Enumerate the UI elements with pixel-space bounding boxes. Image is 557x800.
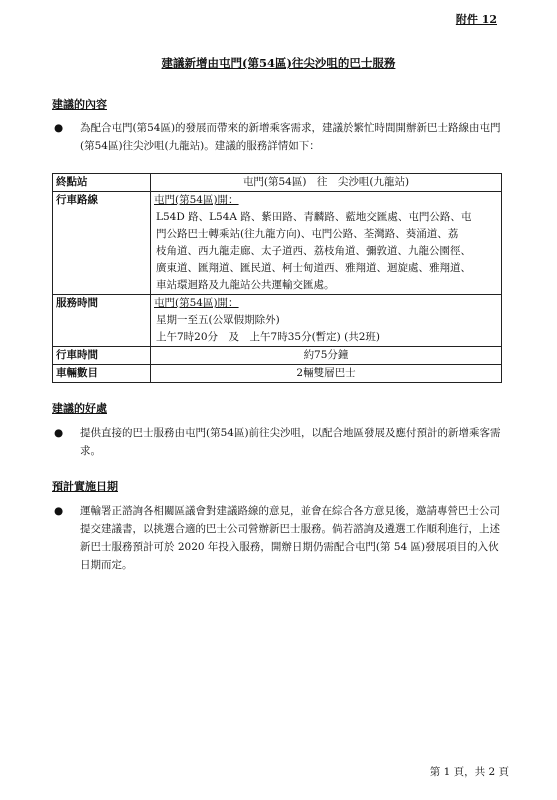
proposal-paragraph [52,119,502,155]
hours-times: 上午7時20分 及 上午7時35分(暫定) (共2班) [156,331,380,343]
fleet-label: 車輛數目 [53,365,151,383]
benefits-paragraph [52,424,502,460]
journey-time-label: 行車時間 [53,347,151,365]
bullet-icon: ● [54,427,64,439]
bullet-icon: ● [54,505,64,517]
implementation-text: 運輸署正諮詢各相關區議會對建議路線的意見，並會在綜合各方意見後，邀請專營巴士公司提交建議書，以挑選合適的巴士公司營辦新巴士服務。倘若諮詢及遴選工作順利進行，上述新巴士服務預計可於 2020 年投入服務，開辦日期仍需配合屯門(第 54 區)發展項目的入伙日期而定。 [80,505,500,571]
table-row [53,365,502,383]
document-title: 建議新增由屯門(第54區)往尖沙咀的巴士服務 [161,56,396,70]
route-line: 門公路巴士轉乘站(往九龍方向)、屯門公路、荃灣路、葵涌道、荔 [156,228,459,240]
section-heading-proposal: 建議的內容 [52,98,107,111]
route-line: L54D 路、L54A 路、紫田路、青麟路、藍地交匯處、屯門公路、屯 [156,211,472,223]
route-origin-subheading: 屯門(第54區)開： [154,194,239,206]
table-row [53,174,502,192]
implementation-paragraph [52,502,502,574]
table-row [53,192,502,295]
route-label: 行車路線 [53,192,151,295]
hours-label: 服務時間 [53,295,151,347]
hours-origin-subheading: 屯門(第54區)開： [154,297,239,309]
annex-number: 附件 12 [455,13,497,26]
fleet-value: 2輛雙層巴士 [151,365,502,383]
route-cell [151,192,502,295]
benefits-text: 提供直接的巴士服務由屯門(第54區)前往尖沙咀，以配合地區發展及應付預計的新增乘客需求。 [80,427,501,457]
proposal-text: 為配合屯門(第54區)的發展而帶來的新增乘客需求，建議於繁忙時間開辦新巴士路線由屯門(第54區)往尖沙咀(九龍站)。建議的服務詳情如下： [80,122,501,152]
terminus-label: 終點站 [53,174,151,192]
table-row [53,347,502,365]
hours-days: 星期一至五(公眾假期除外) [156,314,280,326]
section-heading-implementation: 預計實施日期 [52,480,118,493]
journey-time-value: 約75分鐘 [151,347,502,365]
section-heading-benefits: 建議的好處 [52,402,107,415]
route-line: 車站環迴路及九龍站公共運輸交匯處。 [156,279,335,291]
service-details-table [52,173,502,383]
table-row [53,295,502,347]
route-line: 廣東道、匯翔道、匯民道、柯士甸道西、雅翔道、迴旋處、雅翔道、 [156,262,471,274]
hours-cell [151,295,502,347]
terminus-value: 屯門(第54區) 往 尖沙咀(九龍站) [151,174,502,192]
page-number: 第 1 頁，共 2 頁 [429,766,509,778]
bullet-icon: ● [54,122,64,134]
route-line: 枝角道、西九龍走廊、太子道西、荔枝角道、彌敦道、九龍公園徑、 [156,245,471,257]
